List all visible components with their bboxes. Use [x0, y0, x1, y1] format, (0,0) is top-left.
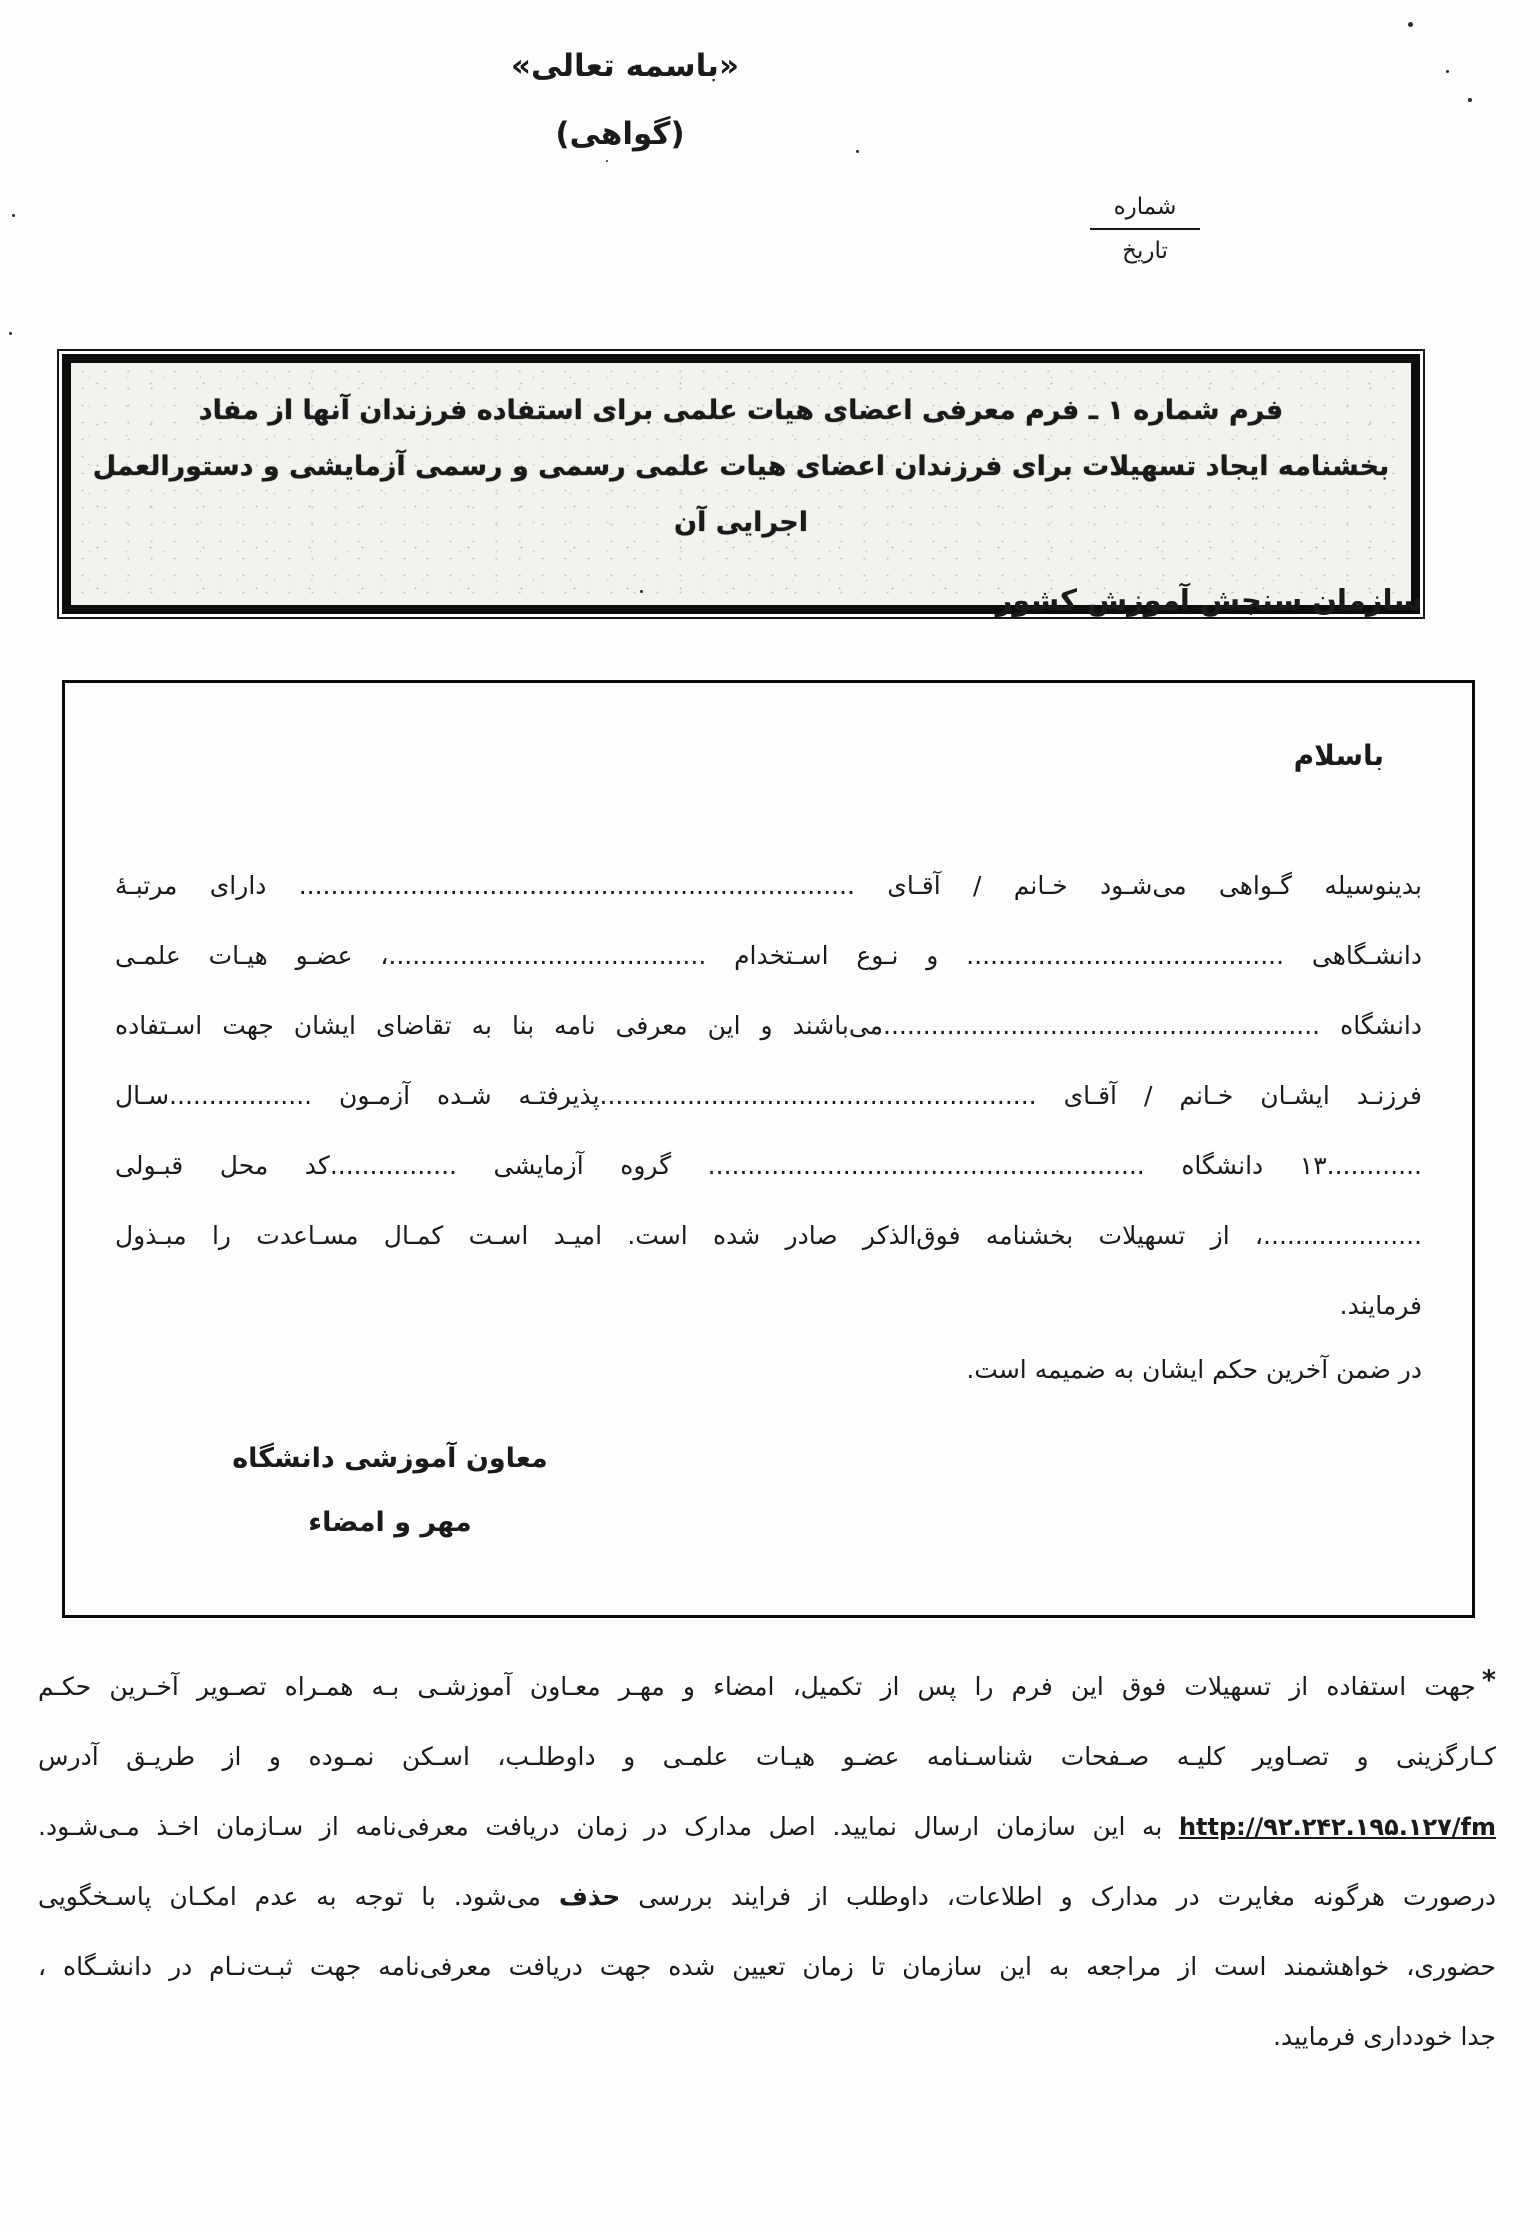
scan-artifact-dot — [1408, 22, 1413, 27]
footnote-line-6: جدا خودداری فرمایید. — [1273, 2022, 1496, 2051]
form-title-box — [62, 354, 1420, 614]
form-title-line2: بخشنامه ایجاد تسهیلات برای فرزندان اعضای هیات علمی رسمی و رسمی آزمایشی و دستورالعمل اجرایی آن — [92, 451, 1390, 538]
certificate-line-4: فرزنـد ایشـان خـانم / آقـای .......................................................پذیرفتـه شـده آزمـون ..................سـال — [115, 1081, 1422, 1110]
scan-artifact-dot — [1468, 98, 1472, 102]
footnote-line-1 — [38, 1646, 1496, 1722]
reference-block — [1090, 194, 1200, 264]
scan-artifact-dot — [12, 214, 15, 217]
signature-stamp-label: مهر و امضاء — [308, 1507, 472, 1538]
certificate-box — [62, 680, 1475, 1618]
form-title-frame — [57, 349, 1425, 619]
footnote-removal-word: حذف — [558, 1882, 621, 1911]
number-label: شماره — [1090, 194, 1200, 230]
asterisk-mark: * — [1481, 1665, 1496, 1696]
signature-role: معاون آموزشی دانشگاه — [232, 1443, 548, 1474]
scan-artifact-dot — [606, 160, 608, 162]
certificate-closing-word: فرمایند. — [1339, 1291, 1422, 1320]
footnote-line-1-text: جهت استفاده از تسهیلات فوق این فرم را پس از تکمیل، امضاء و مهـر معـاون آموزشـی بـه همـراه تصـویر آخـرین حکـم — [38, 1672, 1476, 1701]
footnote-line-4-part1: درصورت هرگونه مغایرت در مدارک و اطلاعات، داوطلب از فرایند بررسی — [620, 1882, 1496, 1911]
attachment-note-text: در ضمن آخرین حکم ایشان به ضمیمه است. — [966, 1355, 1422, 1384]
certificate-line-6: ....................، از تسهیلات بخشنامه فوق‌الذکر صادر شده است. امیـد اسـت کمـال مسـاعدت را مبـذول — [115, 1221, 1422, 1250]
scan-artifact-dot — [9, 332, 12, 335]
footnote-line-3 — [38, 1792, 1496, 1862]
certificate-body — [115, 851, 1422, 1405]
certificate-line-1: بدینوسیله گـواهی می‌شـود خـانم / آقـای ...................................................................... دارای مرتبـۀ — [115, 871, 1422, 900]
scan-artifact-dot — [640, 590, 643, 593]
form-title-line1: فرم شماره ۱ ـ فرم معرفی اعضای هیات علمی برای استفاده فرزندان آنها از مفاد — [198, 395, 1284, 426]
attachment-note — [115, 1335, 1422, 1405]
scan-artifact-dot — [856, 150, 859, 153]
footnote-line-3-text: به این سازمان ارسال نمایید. اصل مدارک در زمان دریافت معرفی‌نامه از سـازمان اخـذ مـی‌شـود. — [38, 1812, 1163, 1841]
document-type-heading: (گواهی) — [555, 116, 685, 152]
footnote-line-5: حضوری، خواهشمند است از مراجعه به این سازمان تا زمان تعیین شده جهت دریافت معرفی‌نامه جهت ثبـت‌نـام در دانشـگاه ، — [38, 1952, 1496, 1981]
footnotes — [38, 1646, 1496, 2072]
footnote-line-4-part2: می‌شود. با توجه به عدم امکـان پاسـخگویی — [38, 1882, 559, 1911]
certificate-line-2: دانشـگاهی ........................................ و نـوع اسـتخدام ........................................، عضـو هیـات علمـی — [115, 941, 1422, 970]
salutation: باسلام — [1293, 739, 1384, 772]
organization-name: سازمان سنجش آموزش کشور — [995, 583, 1422, 617]
certificate-line-3: دانشگاه .......................................................می‌باشند و این معرفی نامه بنا به تقاضای ایشان جهت اسـتفاده — [115, 1011, 1422, 1040]
date-label: تاریخ — [1122, 238, 1168, 264]
footnote-line-2: کـارگزینی و تصـاویر کلیـه صـفحات شناسـنامه عضـو هیـات علمـی و داوطلـب، اسـکن نمـوده و از طریـق آدرس — [38, 1742, 1496, 1771]
bismillah-heading: «باسمه تعالی» — [511, 48, 739, 84]
footnote-line-4 — [38, 1862, 1496, 1932]
submission-url: http://۹۲.۲۴۲.۱۹۵.۱۲۷/fm — [1178, 1813, 1497, 1841]
signature-block — [225, 1427, 555, 1555]
scan-artifact-dot — [1446, 70, 1449, 73]
certificate-line-5: ............۱۳ دانشگاه ....................................................... گروه آزمایشی ................کد محل قبـولی — [115, 1151, 1422, 1180]
